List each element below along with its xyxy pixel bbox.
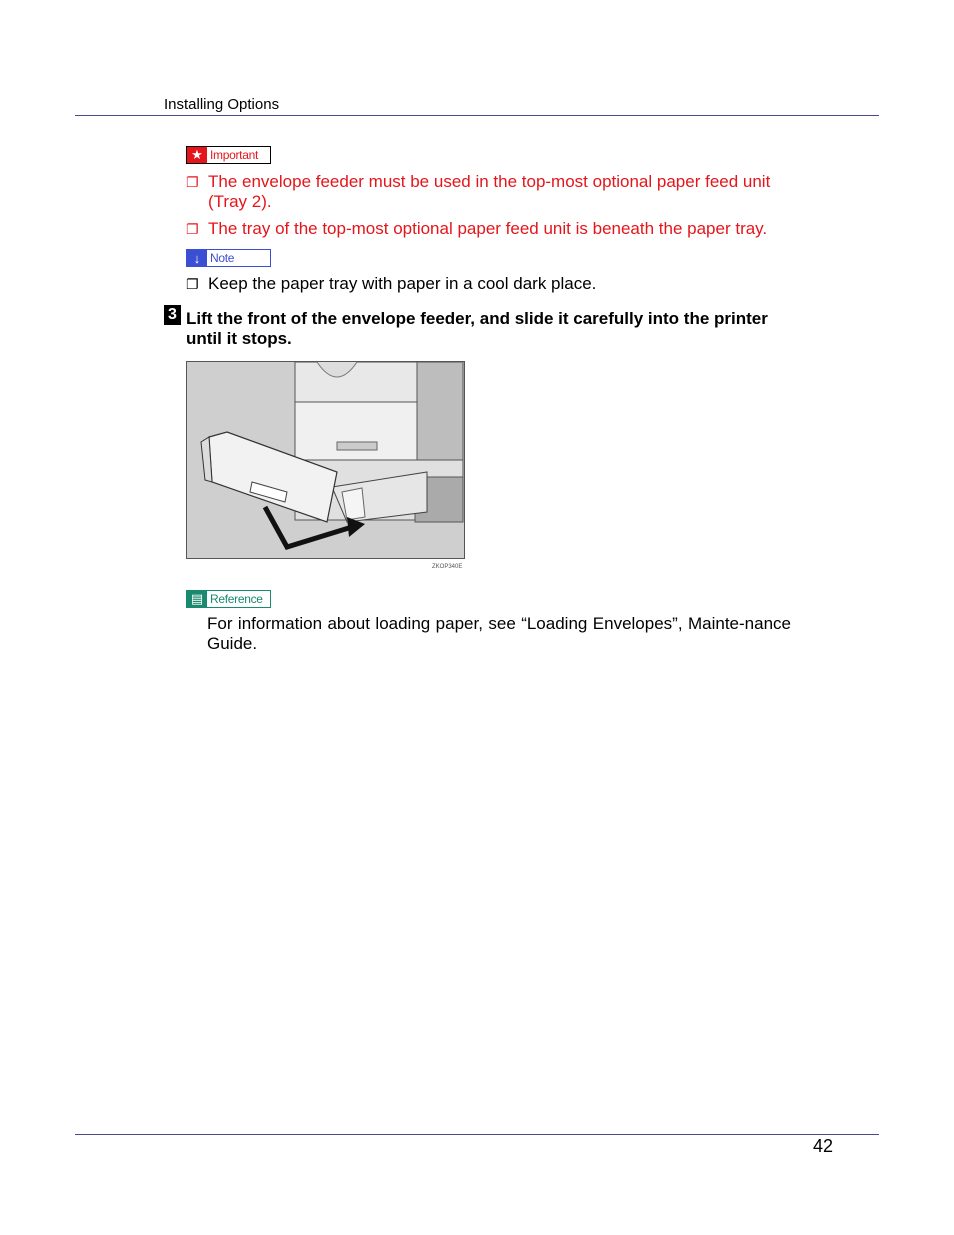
note-label: [186, 249, 271, 267]
important-item-text: The envelope feeder must be used in the top-most optional paper feed unit (Tray 2).: [208, 172, 771, 211]
step-number: 3: [164, 305, 181, 325]
document-icon: ▤: [187, 591, 207, 607]
checkbox-bullet-icon: ❐: [186, 174, 199, 190]
reference-text: For information about loading paper, see “Loading Envelopes”, Mainte-nance Guide.: [207, 614, 791, 653]
important-label: [186, 146, 271, 164]
checkbox-bullet-icon: ❐: [186, 276, 199, 292]
important-item-text: The tray of the top-most optional paper feed unit is beneath the paper tray.: [208, 219, 768, 238]
reference-label-text: Reference: [210, 592, 263, 606]
reference-label: [186, 590, 271, 608]
note-item-text: Keep the paper tray with paper in a cool dark place.: [208, 274, 597, 293]
important-label-text: Important: [210, 148, 258, 162]
envelope-feeder-illustration: [186, 361, 465, 559]
page-number: 42: [813, 1136, 834, 1156]
footer-rule: [75, 1134, 879, 1135]
note-label-text: Note: [210, 251, 235, 265]
running-header: Installing Options: [164, 96, 280, 113]
star-icon: ★: [187, 147, 207, 163]
step-instruction: Lift the front of the envelope feeder, and slide it carefully into the printer until it stops.: [186, 309, 768, 348]
arrow-down-icon: ↓: [187, 250, 207, 266]
header-rule: [75, 115, 879, 116]
figure-caption: ZKOP340E: [432, 564, 463, 570]
printer-illustration: [187, 362, 465, 559]
checkbox-bullet-icon: ❐: [186, 221, 199, 237]
